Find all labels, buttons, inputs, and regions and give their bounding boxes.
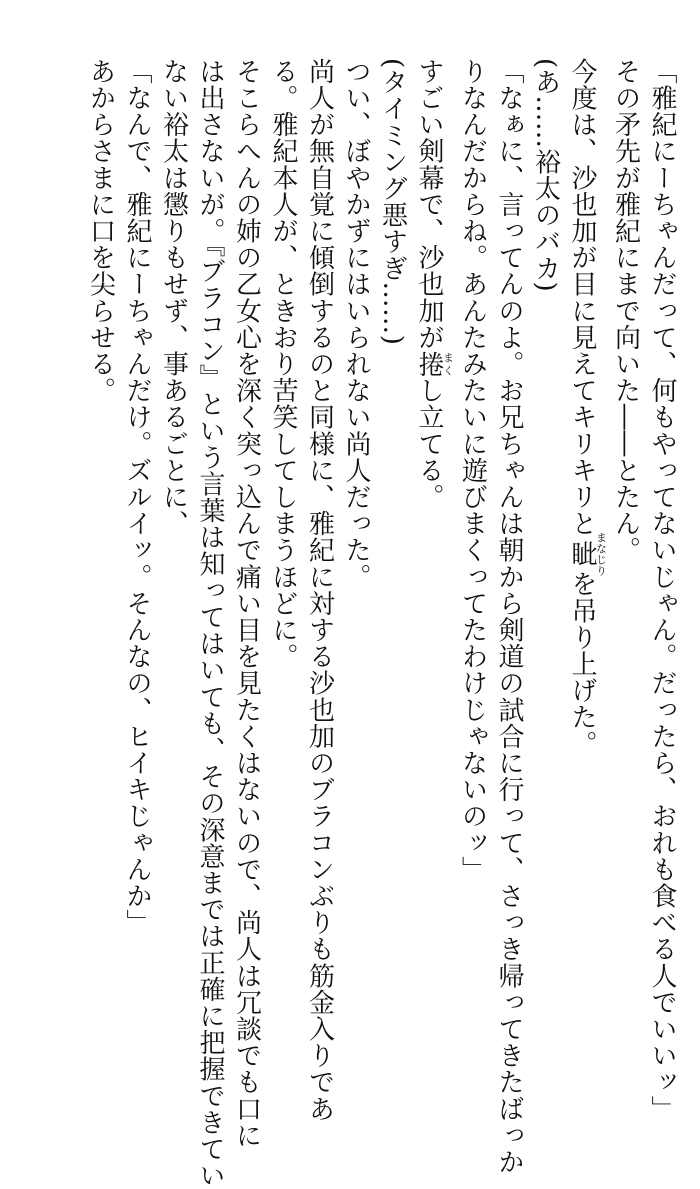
text-line-7-end: し立てる。 [414, 377, 444, 511]
ruby-maku-reading: まく [441, 350, 455, 378]
text-line-10: 尚人が無自覚に傾倒するのと同様に、雅紀に対する沙也加のブラコンぶりも筋金入りであ [304, 58, 335, 1122]
text-line-3-end: を吊り上げた。 [567, 570, 597, 757]
text-line-5: 「なぁに、言ってんのよ。お兄ちゃんは朝から剣道の試合に行って、さっき帰ってきたばっか [494, 58, 524, 1176]
text-line-14: ない裕太は懲りもせず、事あるごとに、 [158, 58, 189, 537]
text-line-7-start: すごい剣幕で、沙也加が [414, 58, 444, 351]
text-line-3-start: 今度は、沙也加が目に見えてキリキリと [567, 58, 597, 537]
ruby-maku [414, 350, 455, 378]
text-line-3 [564, 58, 608, 998]
ruby-manajiri-base: 眦 [567, 531, 597, 576]
text-line-6: りなんだからね。あんたみたいに遊びまくってたわけじゃないのッ」 [457, 58, 488, 883]
text-line-11: る。雅紀本人が、ときおり苦笑してしまうほどに。 [268, 58, 298, 670]
ruby-manajiri [567, 531, 608, 576]
text-line-15: 「なんで、雅紀にーちゃんだけ。ズルイッ。そんなの、ヒイキじゃんか」 [122, 58, 152, 936]
text-line-16: あからさまに口を尖らせる。 [85, 58, 116, 404]
vertical-text-block [82, 58, 680, 1189]
text-line-8: (タイミング悪すぎ……) [377, 58, 408, 346]
text-line-13: は出さないが。『ブラコン』という言葉は知ってはいても、その深意までは正確に把握できてい [195, 58, 225, 1189]
text-line-7 [411, 58, 455, 998]
text-line-9: つい、ぼやかずにはいられない尚人だった。 [341, 58, 371, 590]
text-line-1: 「雅紀にーちゃんだって、何もやってないじゃん。だったら、おれも食べる人でいいッ」 [647, 58, 677, 1122]
ruby-manajiri-reading: まなじり [594, 531, 608, 576]
text-line-4: (あ……裕太のバカ) [530, 58, 561, 293]
text-line-12: そこらへんの姉の乙女心を深く突っ込んで痛い目を見たくはないので、尚人は冗談でも口に [231, 58, 262, 1149]
ruby-maku-base: 捲 [414, 350, 444, 378]
text-line-2: その矛先が雅紀にまで向いた――とたん。 [610, 58, 641, 564]
